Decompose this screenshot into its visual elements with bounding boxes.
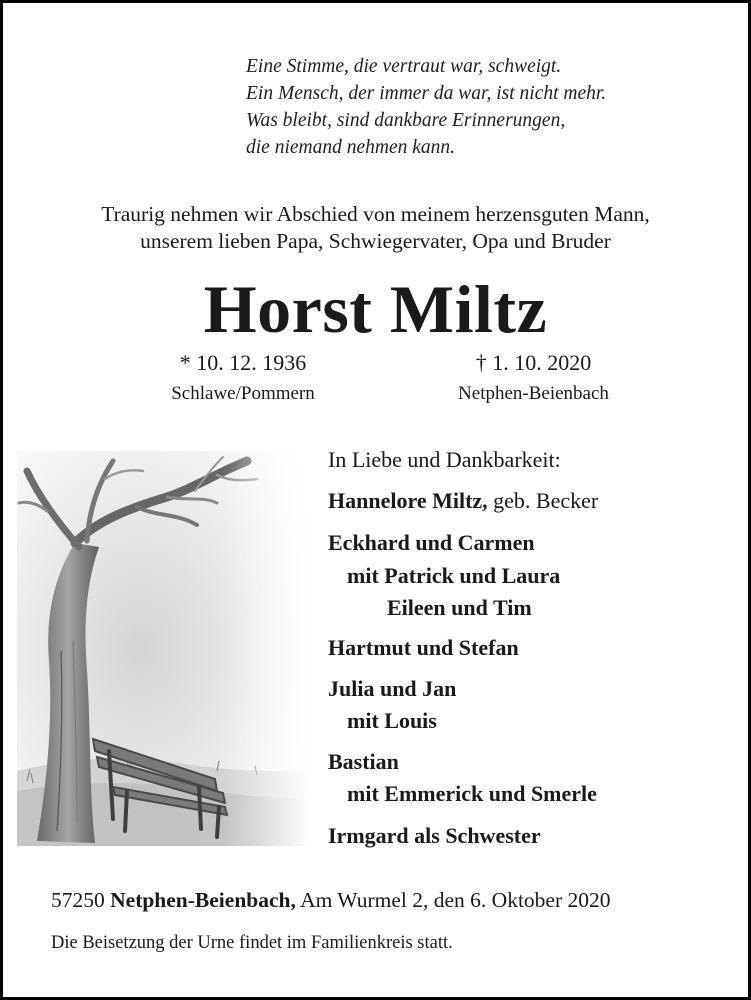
mourner-line: mit Louis: [347, 708, 437, 733]
mourner-line: Hartmut und Stefan: [328, 635, 519, 660]
intro-line: unserem lieben Papa, Schwiegervater, Opa und Bruder: [140, 229, 611, 253]
mourner-line: Julia und Jan: [328, 676, 457, 701]
mourner-line: mit Emmerick und Smerle: [347, 781, 597, 806]
death-info: [426, 349, 641, 407]
poem-line: Was bleibt, sind dankbare Erinnerungen,: [246, 110, 566, 131]
intro-line: Traurig nehmen wir Abschied von meinem herzensguten Mann,: [101, 202, 650, 226]
birth-date: * 10. 12. 1936: [179, 350, 307, 375]
mourner-line: Irmgard als Schwester: [328, 823, 541, 848]
widow-maiden-name: geb. Becker: [487, 488, 599, 513]
poem-line: die niemand nehmen kann.: [246, 137, 456, 158]
address-and-date: Am Wurmel 2, den 6. Oktober 2020: [295, 888, 611, 912]
intro-text: [3, 201, 748, 255]
tree-and-bench-illustration: [17, 451, 312, 846]
address-date-line: [51, 888, 611, 913]
poem-line: Eine Stimme, die vertraut war, schweigt.: [246, 56, 562, 77]
mourner-widow: [328, 488, 598, 514]
widow-name: Hannelore Miltz,: [328, 488, 488, 513]
birth-place: Schlawe/Pommern: [171, 383, 315, 404]
mourner-line: mit Patrick und Laura: [347, 563, 561, 588]
poem: [246, 53, 606, 161]
deceased-name: Horst Miltz: [203, 271, 548, 347]
mourners-heading: In Liebe und Dankbarkeit:: [328, 447, 561, 472]
poem-line: Ein Mensch, der immer da war, ist nicht mehr.: [246, 83, 607, 104]
birth-info: [143, 349, 343, 407]
mourner-line: Eileen und Tim: [387, 595, 532, 620]
mourner-line: Eckhard und Carmen: [328, 530, 535, 555]
mourner-line: Bastian: [328, 749, 399, 774]
death-date: † 1. 10. 2020: [475, 350, 592, 375]
town: Netphen-Beienbach,: [110, 888, 296, 912]
death-place: Netphen-Beienbach: [458, 383, 609, 404]
zip-code: 57250: [51, 888, 111, 912]
burial-note: Die Beisetzung der Urne findet im Familienkreis statt.: [51, 933, 453, 953]
